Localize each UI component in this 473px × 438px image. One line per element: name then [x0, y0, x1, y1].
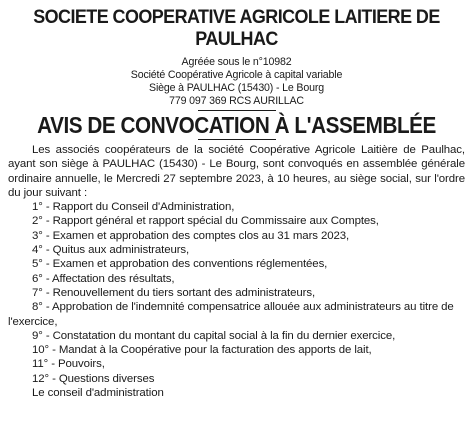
company-name-line-1: SOCIETE COOPERATIVE AGRICOLE LAITIERE DE: [33, 6, 440, 28]
agenda-item: 3° - Examen et approbation des comptes clos au 31 mars 2023,: [32, 229, 350, 242]
agenda-item: 6° - Affectation des résultats,: [32, 272, 175, 285]
intro-paragraph: Les associés coopérateurs de la société Coopérative Agricole Laitière de Paulhac, ayant son siège à PAULHAC (15430) - Le Bourg, sont convoqués en assemblée générale ordinaire annuelle, le Mercredi 27 septembre 2023, à 10 heures, au siège social, sur l'ordre du jour suivant :: [8, 144, 465, 199]
company-name: [26, 6, 446, 50]
divider-top: [198, 110, 276, 111]
agenda-item: 9° - Constatation du montant du capital social à la fin du dernier exercice,: [32, 329, 396, 342]
agenda-item: 5° - Examen et approbation des conventions réglementées,: [32, 258, 328, 271]
agenda-list: [8, 200, 465, 386]
approval-number: Agréée sous le n°10982: [181, 56, 292, 68]
agenda-item: 4° - Quitus aux administrateurs,: [32, 244, 190, 257]
signature: Le conseil d'administration: [32, 387, 164, 400]
agenda-item: 10° - Mandat à la Coopérative pour la facturation des apports de lait,: [32, 344, 372, 357]
notice-title: AVIS DE CONVOCATION À L'ASSEMBLÉE: [37, 112, 436, 138]
agenda-item: 2° - Rapport général et rapport spécial du Commissaire aux Comptes,: [32, 215, 379, 228]
company-name-line-2: PAULHAC: [195, 28, 278, 50]
rcs-number: 779 097 369 RCS AURILLAC: [169, 95, 304, 107]
head-office: Siège à PAULHAC (15430) - Le Bourg: [149, 82, 324, 94]
agenda-item: 7° - Renouvellement du tiers sortant des administrateurs,: [32, 286, 316, 299]
notice-body: [8, 143, 465, 400]
legal-form: Société Coopérative Agricole à capital variable: [130, 69, 343, 81]
company-info: [8, 56, 465, 108]
agenda-item: 1° - Rapport du Conseil d'Administration,: [32, 201, 235, 214]
agenda-item: 12° - Questions diverses: [32, 372, 155, 385]
divider-bottom: [198, 139, 276, 140]
agenda-item: 8° - Approbation de l'indemnité compensatrice allouée aux administrateurs au titre de l'exercice,: [8, 301, 454, 328]
agenda-item: 11° - Pouvoirs,: [32, 358, 105, 371]
